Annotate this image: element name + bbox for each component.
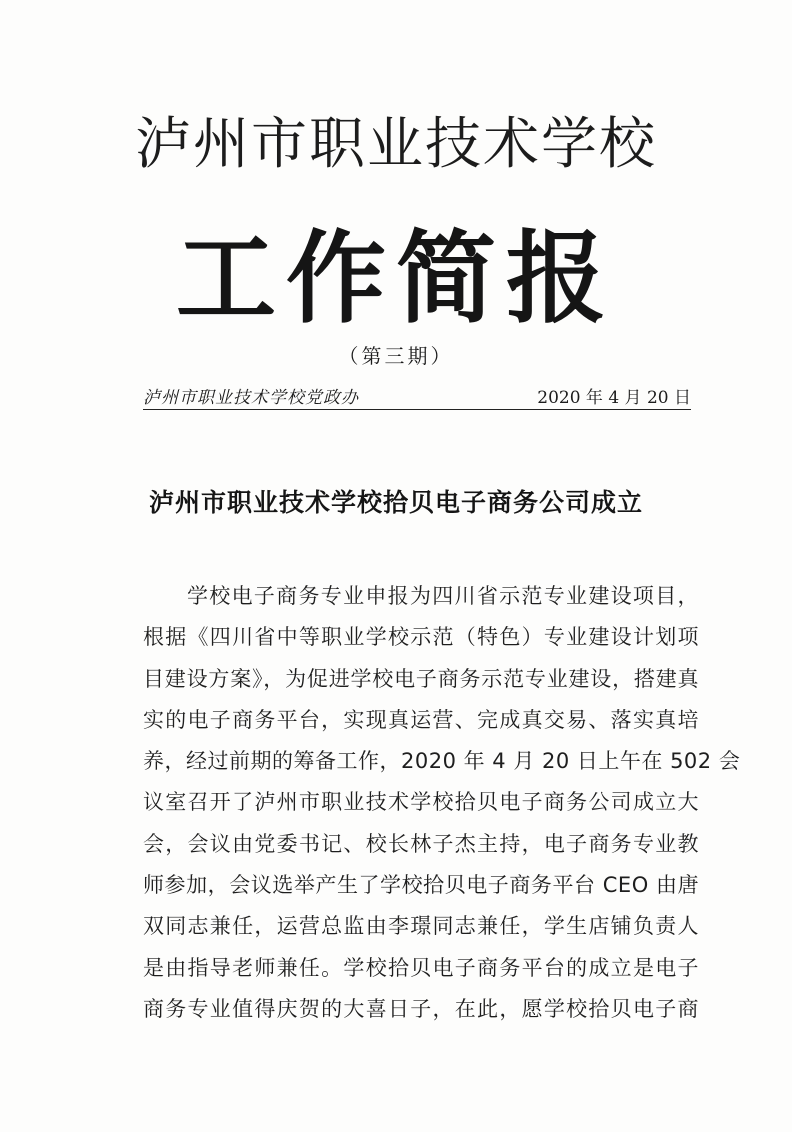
issuing-office: 泸州市职业技术学校党政办 — [143, 388, 359, 408]
issue-number: （第三期） — [338, 344, 454, 368]
article-body — [143, 576, 741, 1030]
body-line: 实的电子商务平台，实现真运营、完成真交易、落实真培 — [143, 707, 699, 732]
body-line: 目建设方案》，为促进学校电子商务示范专业建设，搭建真 — [143, 666, 699, 691]
issuer-row — [143, 383, 691, 409]
header-divider — [143, 409, 691, 410]
body-line: 养，经过前期的筹备工作，2020 年 4 月 20 日上午在 502 会 — [143, 749, 741, 774]
body-line: 会，会议由党委书记、校长林子杰主持，电子商务专业教 — [143, 831, 699, 856]
article-title: 泸州市职业技术学校拾贝电子商务公司成立 — [148, 488, 643, 517]
school-name-heading: 泸州市职业技术学校 — [135, 112, 657, 177]
body-line: 双同志兼任，运营总监由李璟同志兼任，学生店铺负责人 — [143, 914, 699, 939]
body-line: 是由指导老师兼任。学校拾贝电子商务平台的成立是电子 — [143, 955, 699, 980]
body-line: 师参加，会议选举产生了学校拾贝电子商务平台 CEO 由唐 — [143, 873, 699, 898]
body-line: 商务专业值得庆贺的大喜日子，在此，愿学校拾贝电子商 — [143, 996, 699, 1021]
body-line: 学校电子商务专业申报为四川省示范专业建设项目， — [187, 584, 699, 608]
issue-date: 2020 年 4 月 20 日 — [537, 388, 691, 408]
body-line: 议室召开了泸州市职业技术学校拾贝电子商务公司成立大 — [143, 790, 699, 815]
body-line: 根据《四川省中等职业学校示范（特色）专业建设计划项 — [143, 625, 699, 650]
work-brief-title: 工作简报 — [176, 220, 616, 337]
